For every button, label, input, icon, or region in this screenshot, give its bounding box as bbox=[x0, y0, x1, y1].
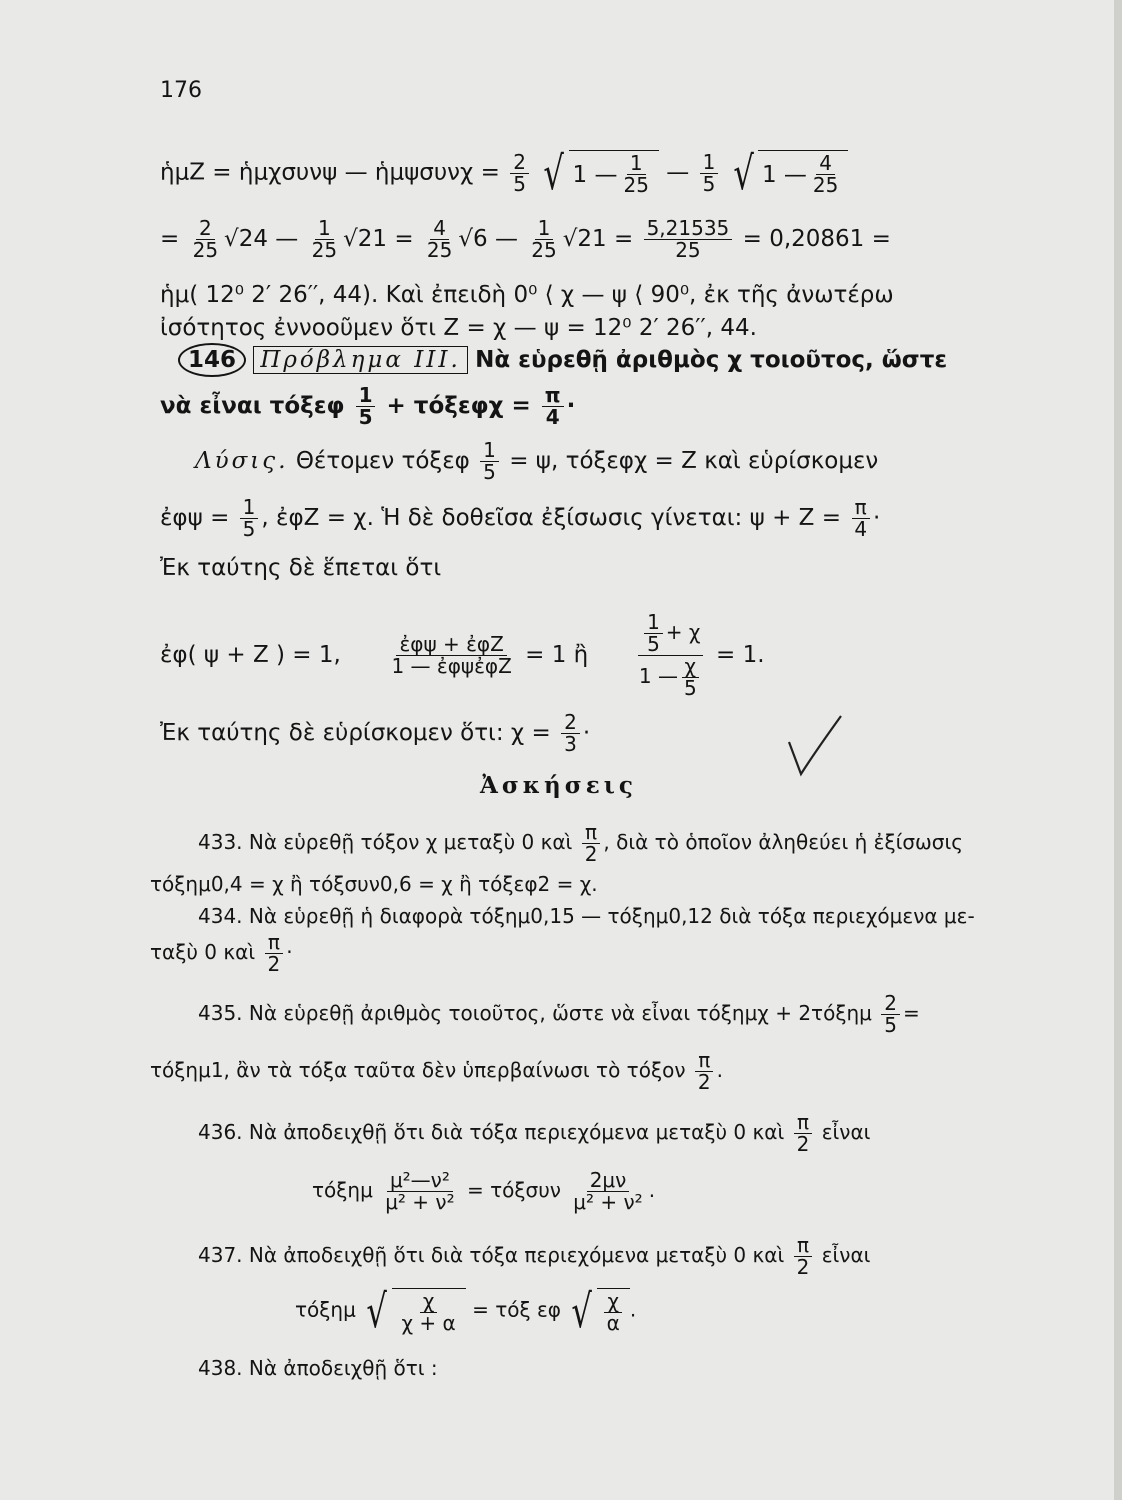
formula-line-1: ἡμΖ = ἡμχσυνψ — ἡμψσυνχ = $\frac{2}{5}$ √ 1 — $\frac{1}{25}$ — $\frac{1}{5}$ √ 1 — $\frac{4}{25}$ bbox=[160, 150, 848, 196]
radical: √ 1 — $\frac{1}{25}$ bbox=[539, 150, 659, 196]
exercise-434: 434. Νὰ εὑρεθῇ ἡ διαφορὰ τόξημ0,15 — τόξημ0,12 διὰ τόξα περιεχόμενα με- bbox=[198, 904, 975, 928]
checkmark-icon bbox=[785, 712, 845, 782]
problem-heading bbox=[178, 343, 947, 377]
fraction: $\frac{1}{5}$ bbox=[700, 152, 719, 195]
formula-line-3: ἡμ( 12⁰ 2′ 26′′, 44). Καὶ ἐπειδὴ 0⁰ ⟨ χ — ψ ⟨ 90⁰, ἐκ τῆς ἀνωτέρω bbox=[160, 282, 894, 308]
solution-line-5: Ἐκ ταύτης δὲ εὑρίσκομεν ὅτι: χ = $\frac{2}{3}$ · bbox=[160, 710, 591, 756]
formula-line-4: ἰσότητος ἐννοοῦμεν ὅτι Ζ = χ — ψ = 12⁰ 2′ 26′′, 44. bbox=[160, 315, 757, 341]
problem-statement-2: νὰ εἶναι τόξεφ $\frac{1}{5}$ + τόξεφχ = $\frac{\pi}{4}$ · bbox=[160, 383, 576, 429]
solution-line-3: Ἐκ ταύτης δὲ ἕπεται ὅτι bbox=[160, 555, 442, 581]
page-number: 176 bbox=[160, 78, 202, 103]
page-edge bbox=[1114, 0, 1122, 1500]
exercise-437: 437. Νὰ ἀποδειχθῇ ὅτι διὰ τόξα περιεχόμενα μεταξὺ 0 καὶ $\frac{\pi}{2}$ εἶναι bbox=[198, 1233, 871, 1279]
problem-number: 146 bbox=[178, 343, 246, 377]
exercise-434-cont: ταξὺ 0 καὶ $\frac{\pi}{2}$ · bbox=[150, 930, 293, 976]
exercise-435: 435. Νὰ εὑρεθῇ ἀριθμὸς τοιοῦτος, ὥστε νὰ εἶναι τόξημχ + 2τόξημ $\frac{2}{5}$ = bbox=[198, 991, 920, 1037]
exercise-433: 433. Νὰ εὑρεθῇ τόξον χ μεταξὺ 0 καὶ $\frac{\pi}{2}$ , διὰ τὸ ὁποῖον ἀληθεύει ἡ ἐξίσωσις bbox=[198, 820, 963, 866]
formula-text: ἡμΖ = ἡμχσυνψ — ἡμψσυνχ = bbox=[160, 159, 500, 186]
exercises-heading: Ἀσκήσεις bbox=[480, 772, 637, 799]
solution-line-1: Λύσις. Θέτομεν τόξεφ $\frac{1}{5}$ = ψ, τόξεφχ = Ζ καὶ εὑρίσκομεν bbox=[195, 438, 879, 484]
problem-statement: Νὰ εὑρεθῇ ἀριθμὸς χ τοιοῦτος, ὥστε bbox=[475, 347, 948, 373]
radical: √ 1 — $\frac{4}{25}$ bbox=[729, 150, 849, 196]
problem-title: Πρόβλημα ΙΙΙ. bbox=[253, 346, 467, 374]
formula-line-2: = $\frac{2}{25}$ √24 — $\frac{1}{25}$ √21 = $\frac{4}{25}$ √6 — $\frac{1}{25}$ √21 = $\frac{5,21535}{25}$ = 0,20861 = bbox=[160, 216, 891, 262]
exercise-435-cont: τόξημ1, ἂν τὰ τόξα ταῦτα δὲν ὑπερβαίνωσι τὸ τόξον $\frac{\pi}{2}$ . bbox=[150, 1048, 723, 1094]
exercise-433-cont: τόξημ0,4 = χ ἢ τόξσυν0,6 = χ ἢ τόξεφ2 = χ. bbox=[150, 872, 598, 896]
exercise-436: 436. Νὰ ἀποδειχθῇ ὅτι διὰ τόξα περιεχόμενα μεταξὺ 0 καὶ $\frac{\pi}{2}$ εἶναι bbox=[198, 1110, 871, 1156]
fraction: $\frac{2}{5}$ bbox=[510, 152, 529, 195]
exercise-436-formula: τόξημ $\frac{\text{μ²—ν²}}{\text{μ² + ν²}}$ = τόξσυν $\frac{2\mu\nu}{\text{μ² + ν²}}$ . bbox=[312, 1168, 656, 1214]
exercise-438: 438. Νὰ ἀποδειχθῇ ὅτι : bbox=[198, 1356, 438, 1380]
exercise-437-formula: τόξημ √ $\frac{\chi}{\chi + \alpha}$ = τόξ εφ √ $\frac{\chi}{\alpha}$ . bbox=[295, 1284, 637, 1338]
solution-line-4: ἐφ( ψ + Ζ ) = 1, $\frac{\text{ἐφψ + ἐφΖ}}{\text{1 — ἐφψἐφΖ}}$ = 1 ἢ $\frac{1}{5}$ + χ 1 — $\frac{\chi}{5}$ = 1. bbox=[160, 610, 765, 700]
compound-fraction: $\frac{1}{5}$ + χ 1 — $\frac{\chi}{5}$ bbox=[636, 612, 706, 699]
solution-line-2: ἐφψ = $\frac{1}{5}$ , ἐφΖ = χ. Ἡ δὲ δοθεῖσα ἐξίσωσις γίνεται: ψ + Ζ = $\frac{\pi}{4}$ · bbox=[160, 495, 881, 541]
solution-label: Λύσις. bbox=[195, 448, 289, 474]
